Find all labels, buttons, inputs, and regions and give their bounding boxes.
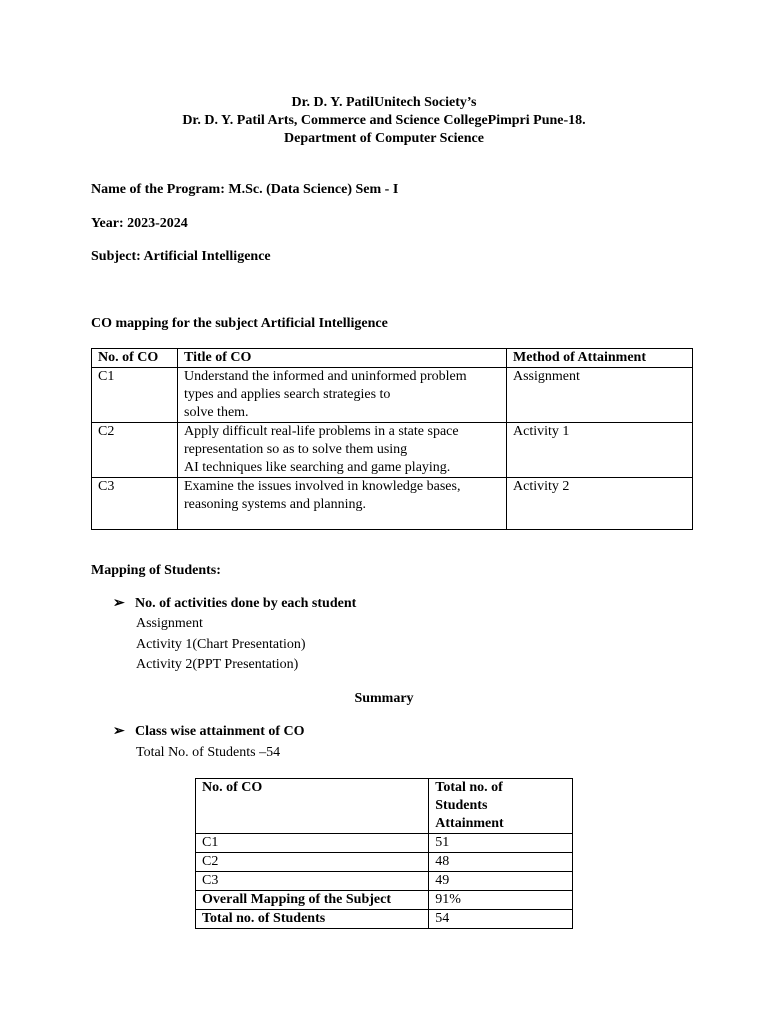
activity-item: Activity 1(Chart Presentation): [136, 637, 306, 652]
co-title-line: types and applies search strategies to: [184, 387, 391, 402]
co-method: Activity 2: [507, 478, 693, 530]
row-value: 49: [429, 872, 573, 891]
academic-year: Year: 2023-2024: [91, 216, 188, 231]
co-id: C3: [92, 478, 178, 530]
header-no-of-co: No. of CO: [196, 779, 429, 834]
table-row: [196, 891, 573, 910]
department-name: Department of Computer Science: [284, 131, 484, 146]
co-mapping-title: CO mapping for the subject Artificial Intelligence: [91, 316, 388, 331]
table-row: [196, 853, 573, 872]
co-id: C2: [92, 423, 178, 478]
co-id: C1: [92, 368, 178, 423]
society-name: Dr. D. Y. PatilUnitech Society’s: [291, 95, 477, 110]
row-label: C3: [196, 872, 429, 891]
document-header: [0, 94, 768, 148]
bullet-label: Class wise attainment of CO: [135, 724, 305, 739]
row-value: 51: [429, 834, 573, 853]
co-title-line: Examine the issues involved in knowledge bases,: [184, 479, 461, 494]
co-title: [178, 368, 507, 423]
bullet-activities: [113, 595, 356, 613]
table-row: [196, 872, 573, 891]
header-line: Total no. of: [435, 780, 503, 795]
co-title-line: Understand the informed and uninformed problem: [184, 369, 467, 384]
row-value: 48: [429, 853, 573, 872]
co-mapping-table: [91, 348, 693, 530]
co-title-line: AI techniques like searching and game playing.: [184, 460, 451, 475]
co-title-line: representation so as to solve them using: [184, 442, 408, 457]
total-students-line: Total No. of Students –54: [136, 745, 281, 760]
summary-heading: Summary: [354, 691, 414, 706]
program-name: Name of the Program: M.Sc. (Data Science) Sem - I: [91, 182, 399, 197]
co-method: Activity 1: [507, 423, 693, 478]
table-header-row: [196, 779, 573, 834]
header-line: Students: [435, 798, 488, 813]
row-label: Total no. of Students: [196, 910, 429, 929]
header-line: Attainment: [435, 816, 504, 831]
co-method: Assignment: [507, 368, 693, 423]
header-no-of-co: No. of CO: [92, 349, 178, 368]
arrow-bullet-icon: ➢: [113, 724, 125, 739]
header-total-attainment: [429, 779, 573, 834]
bullet-label: No. of activities done by each student: [135, 596, 357, 611]
co-title-line: solve them.: [184, 405, 249, 420]
header-method-of-attainment: Method of Attainment: [507, 349, 693, 368]
row-value: 91%: [429, 891, 573, 910]
row-label: C2: [196, 853, 429, 872]
header-title-of-co: Title of CO: [178, 349, 507, 368]
mapping-title: Mapping of Students:: [91, 563, 221, 578]
activity-item: Assignment: [136, 616, 203, 631]
row-label: C1: [196, 834, 429, 853]
co-title-line: reasoning systems and planning.: [184, 497, 366, 512]
row-value: 54: [429, 910, 573, 929]
co-title-line: Apply difficult real-life problems in a state space: [184, 424, 459, 439]
activity-item: Activity 2(PPT Presentation): [136, 657, 299, 672]
table-row: [196, 910, 573, 929]
subject-name: Subject: Artificial Intelligence: [91, 249, 271, 264]
college-name: Dr. D. Y. Patil Arts, Commerce and Science CollegePimpri Pune-18.: [182, 113, 586, 128]
table-row: [92, 478, 693, 530]
table-header-row: [92, 349, 693, 368]
table-row: [92, 368, 693, 423]
co-title: [178, 478, 507, 530]
arrow-bullet-icon: ➢: [113, 596, 125, 611]
attainment-summary-table: [195, 778, 573, 929]
table-row: [92, 423, 693, 478]
table-row: [196, 834, 573, 853]
row-label: Overall Mapping of the Subject: [196, 891, 429, 910]
co-title: [178, 423, 507, 478]
bullet-attainment: [113, 723, 305, 741]
